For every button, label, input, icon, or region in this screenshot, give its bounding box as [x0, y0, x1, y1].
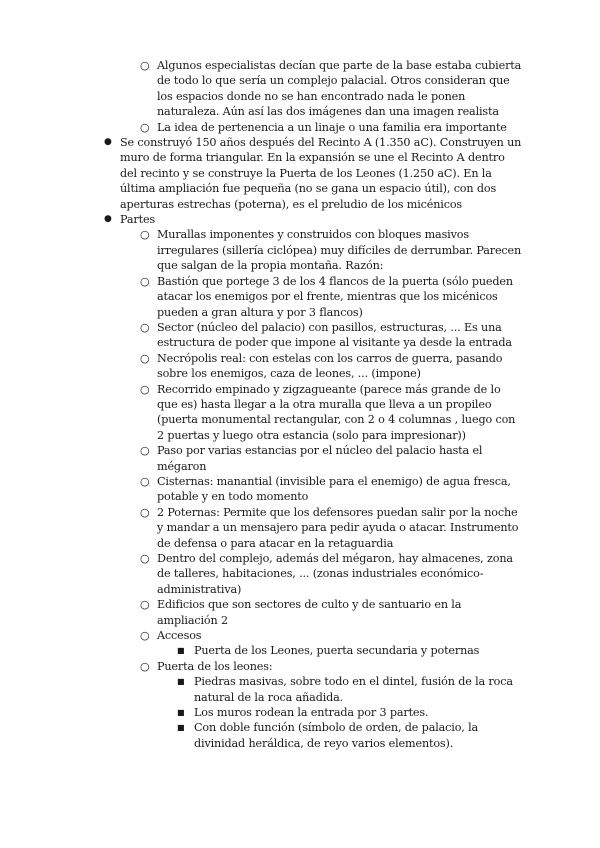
hollow-circle-bullet-icon: ○ [140, 474, 150, 488]
hollow-circle-bullet-icon: ○ [140, 120, 150, 134]
list-item-text: Piedras masivas, sobre todo en el dintel, fusión de la roca natural de la roca añadida. [194, 675, 513, 704]
hollow-circle-bullet-icon: ○ [140, 274, 150, 288]
hollow-circle-bullet-icon: ○ [140, 598, 150, 612]
list-item-text: Con doble función (símbolo de orden, de palacio, la divinidad heráldica, de reyo varios elementos). [194, 721, 479, 750]
list-item-text: Algunos especialistas decían que parte de la base estaba cubierta de todo lo que sería un complejo palacial. Otros consideran que los espacios donde no se han encontrado nada le ponen naturaleza. Aún así las dos imágenes dan una imagen realista [157, 59, 522, 119]
filled-circle-bullet-icon: ● [104, 214, 112, 225]
list-item-text: Puerta de los leones: [157, 659, 273, 673]
list-item [0, 597, 522, 628]
list-item-text: Dentro del complejo, además del mégaron, hay almacenes, zona de talleres, habitaciones, ... (zonas industriales económico-administrativa) [157, 552, 513, 596]
list-item [0, 58, 522, 120]
list-item [0, 443, 522, 474]
hollow-circle-bullet-icon: ○ [140, 320, 150, 334]
hollow-circle-bullet-icon: ○ [140, 444, 150, 458]
list-item-text: La idea de pertenencia a un linaje o una familia era importante [157, 120, 507, 134]
list-item-text: Puerta de los Leones, puerta secundaria y poternas [194, 644, 480, 658]
square-bullet-icon: ■ [177, 708, 185, 718]
list-item-text: Necrópolis real: con estelas con los carros de guerra, pasando sobre los enemigos, caza de leones, ... (impone) [157, 351, 503, 381]
list-item [0, 659, 522, 674]
list-item [0, 212, 522, 227]
hollow-circle-bullet-icon: ○ [140, 228, 150, 242]
list-item [0, 643, 522, 658]
filled-circle-bullet-icon: ● [104, 137, 112, 148]
list-item [0, 474, 522, 505]
list-item [0, 382, 522, 444]
square-bullet-icon: ■ [177, 677, 185, 687]
list-item-text: Murallas imponentes y construidos con bloques masivos irregulares (sillería ciclópea) muy difíciles de derrumbar. Parecen que salgan de la propia montaña. Razón: [157, 228, 522, 273]
square-bullet-icon: ■ [177, 723, 185, 733]
hollow-circle-bullet-icon: ○ [140, 59, 150, 72]
list-item-text: Edificios que son sectores de culto y de santuario en la ampliación 2 [157, 598, 462, 627]
list-item [0, 320, 522, 351]
list-item [0, 227, 522, 273]
list-item [0, 274, 522, 320]
list-item [0, 674, 522, 705]
list-item-text: Se construyó 150 años después del Recinto A (1.350 aC). Construyen un muro de forma triangular. En la expansión se une el Recinto A dentro del recinto y se construye la Puerta de los Leones (1.250 aC). En la última ampliación fue pequeña (no se gana un espacio útil), con dos aperturas estrechas (poterna), es el preludio de los micénicos [120, 136, 522, 211]
list-item [0, 351, 522, 382]
list-item-text: 2 Poternas: Permite que los defensores puedan salir por la noche y mandar a un mensajero para pedir ayuda o atacar. Instrumento de defensa o para atacar en la retaguardia [157, 505, 519, 550]
list-item-text: Bastión que portege 3 de los 4 flancos de la puerta (sólo pueden atacar los enemigos por el frente, mientras que los micénicos pueden a gran altura y por 3 flancos) [157, 274, 513, 319]
list-item [0, 135, 522, 212]
list-item-text: Paso por varias estancias por el núcleo del palacio hasta el mégaron [157, 444, 483, 473]
list-item [0, 551, 522, 597]
document-page [0, 58, 600, 751]
list-item-text: Cisternas: manantial (invisible para el enemigo) de agua fresca, potable y en todo momento [157, 474, 511, 504]
hollow-circle-bullet-icon: ○ [140, 382, 150, 396]
list-item-text: Sector (núcleo del palacio) con pasillos, estructuras, ... Es una estructura de poder que impone al visitante ya desde la entrada [157, 320, 512, 350]
hollow-circle-bullet-icon: ○ [140, 629, 150, 643]
list-item [0, 505, 522, 551]
square-bullet-icon: ■ [177, 646, 185, 656]
hollow-circle-bullet-icon: ○ [140, 505, 150, 519]
hollow-circle-bullet-icon: ○ [140, 659, 150, 673]
list-item-text: Accesos [157, 629, 202, 643]
list-item [0, 705, 522, 720]
list-item-text: Los muros rodean la entrada por 3 partes. [194, 706, 429, 720]
list-item-text: Recorrido empinado y zigzagueante (parece más grande de lo que es) hasta llegar a la otra muralla que lleva a un propileo (puerta monumental rectangular, con 2 o 4 columnas , luego con 2 puertas y luego otra estancia (solo para impresionar)) [157, 382, 516, 442]
hollow-circle-bullet-icon: ○ [140, 351, 150, 365]
list-item [0, 120, 522, 135]
list-item-text: Partes [120, 213, 155, 227]
list-item [0, 628, 522, 643]
list-item [0, 720, 522, 751]
hollow-circle-bullet-icon: ○ [140, 552, 150, 565]
